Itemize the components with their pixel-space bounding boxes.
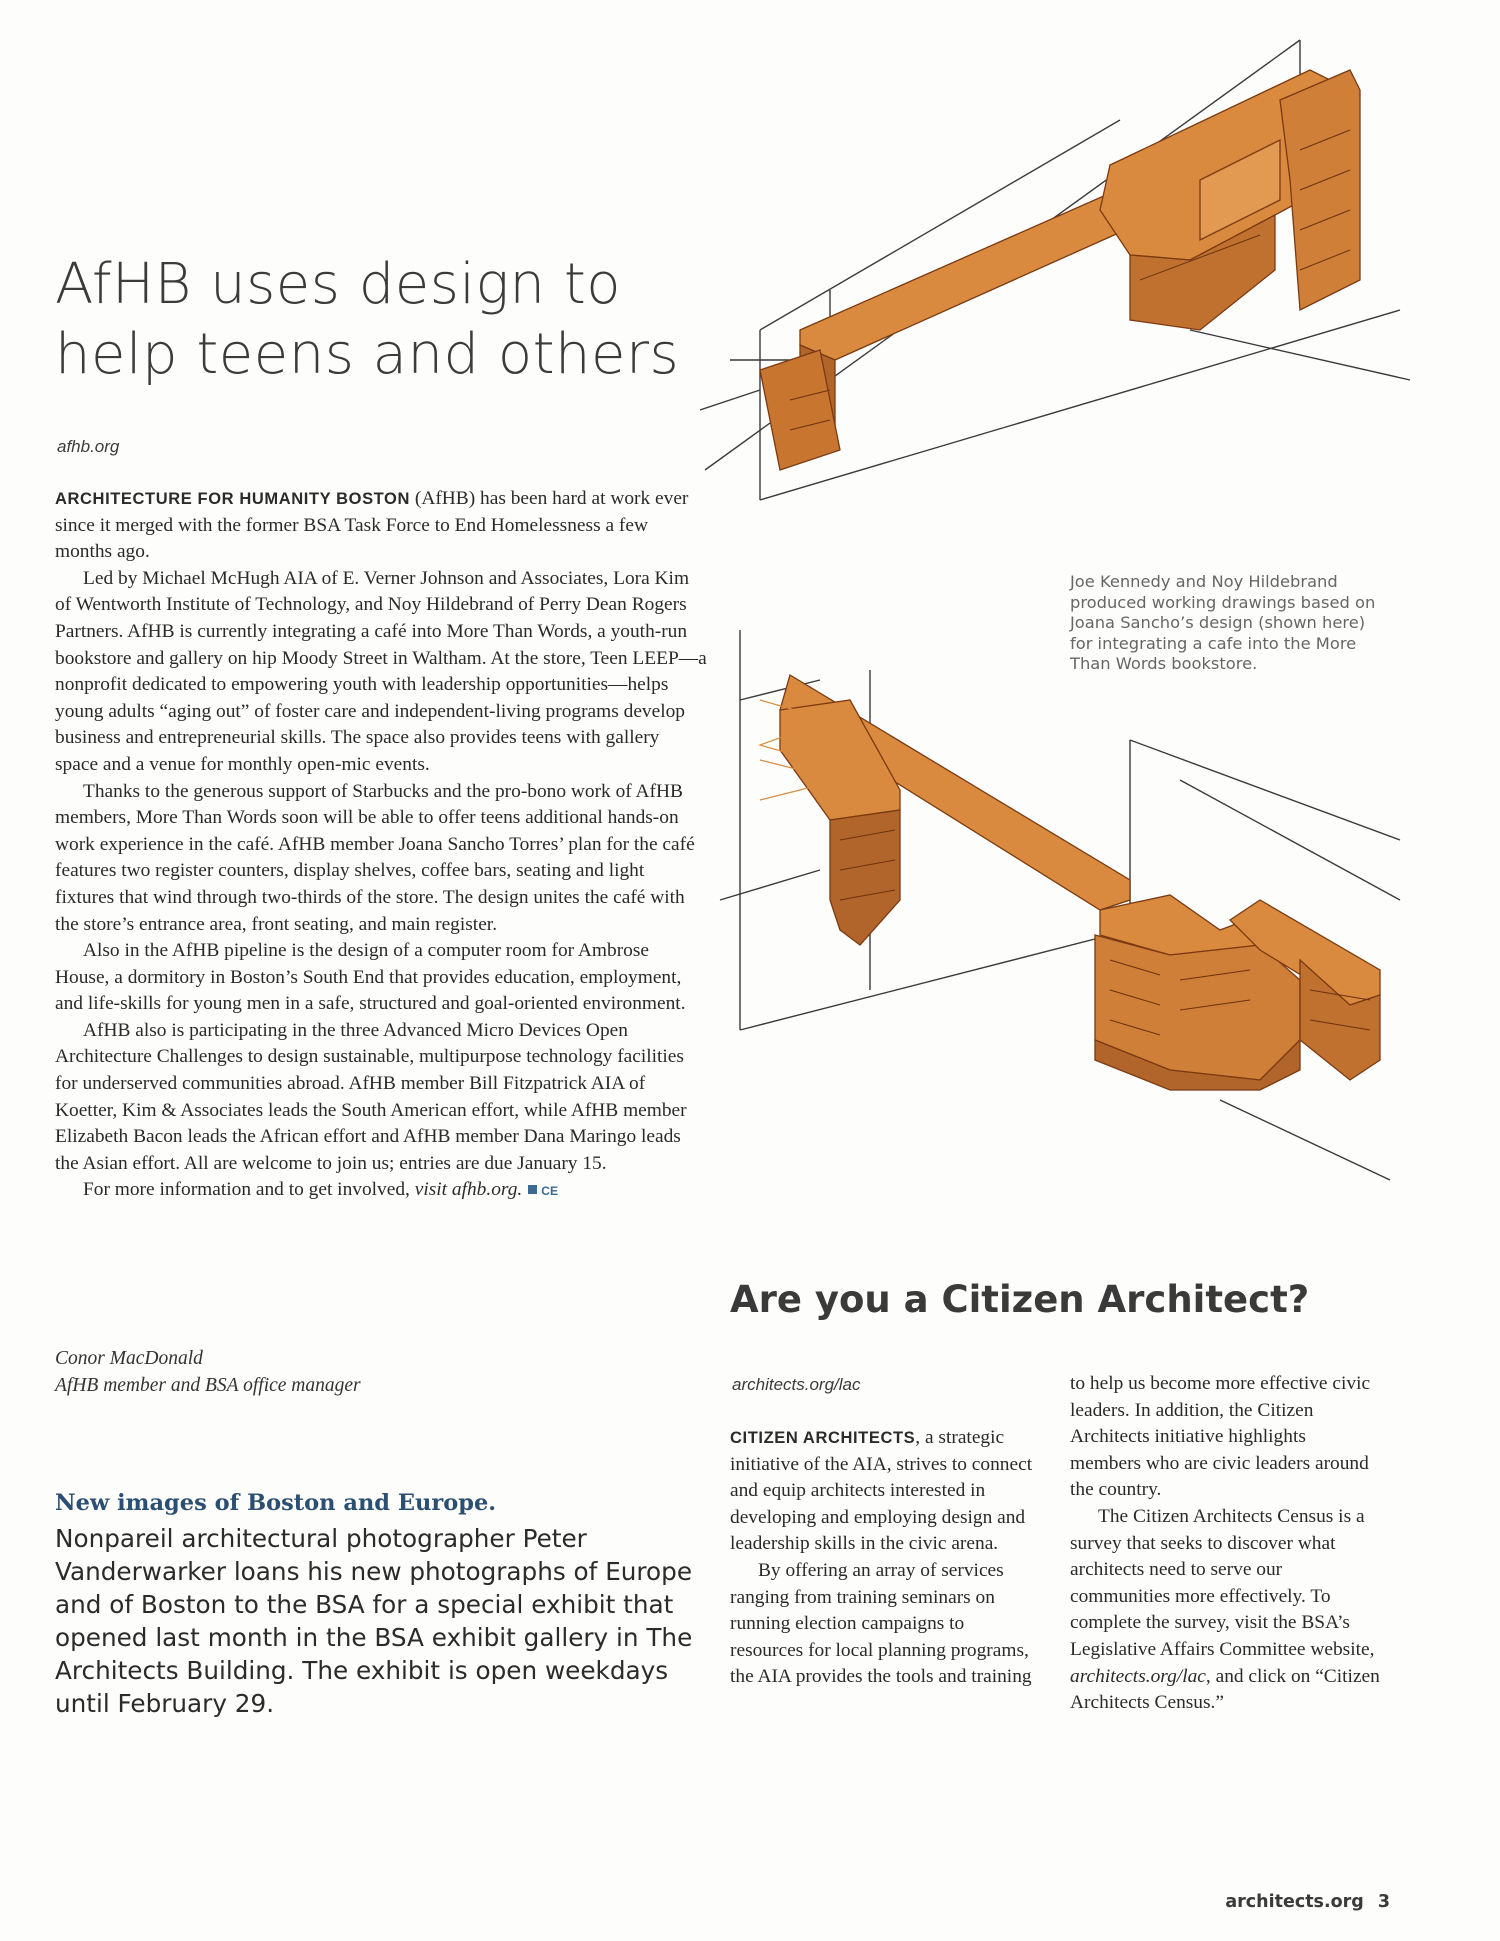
end-mark-icon [528,1185,537,1194]
afhb-link[interactable]: visit afhb.org. [414,1179,523,1201]
byline-role: AfHB member and BSA office manager [55,1375,361,1396]
citizen-lead-caps: CITIZEN ARCHITECTS [730,1429,916,1447]
cafe-sketch-lower [700,600,1420,1280]
lead-paragraph [55,486,707,566]
page-number: 3 [1377,1892,1390,1912]
citizen-lead [730,1425,1038,1558]
news-brief-heading: New images of Boston and Europe. [55,1490,497,1516]
author-initials: CE [541,1184,558,1199]
citizen-paragraph-3 [1070,1504,1380,1717]
lead-caps: ARCHITECTURE FOR HUMANITY BOSTON [55,490,411,508]
page-footer [1225,1892,1390,1912]
illustration-caption: Joe Kennedy and Noy Hildebrand produced working drawings based on Joana Sancho’s design (shown here) for integrating a cafe into the More Than Words bookstore. [1070,572,1376,673]
paragraph-5: AfHB also is participating in the three Advanced Micro Devices Open Architecture Challenges to design sustainable, multipurpose technology facilities for underserved communities abroad. AfHB member Bill Fitzpatrick AIA of Koetter, Kim & Associates leads the South American effort, while AfHB member Elizabeth Bacon leads the African effort and AfHB member Dana Maringo leads the Asian effort. All are welcome to join us; entries are due January 15. [55,1019,687,1174]
upper-shelf-unit [1280,70,1360,310]
news-brief-body: Nonpareil architectural photographer Peter Vanderwarker loans his new photographs of Europe and of Boston to the BSA for a special exhibit that opened last month in the BSA exhibit gallery in The Architects Building. The exhibit is open weekdays until February 29. [55,1524,693,1718]
citizen-paragraph-2: By offering an array of services ranging from training seminars on running election campaigns to resources for local planning programs, the AIA provides the tools and training [730,1559,1032,1688]
lower-left-base [830,810,900,945]
info-text: For more information and to get involved, [83,1179,415,1201]
afhb-url[interactable]: afhb.org [57,437,120,456]
census-text: The Citizen Architects Census is a survey that seeks to discover what architects need to serve our communities more effectively. To complete the survey, visit the BSA’s Legislative Affairs Committee website, [1070,1505,1375,1660]
citizen-paragraph-2-continued: to help us become more effective civic leaders. In addition, the Citizen Architects initiative highlights members who are civic leaders around the country. [1070,1373,1371,1501]
byline [55,1345,555,1399]
paragraph-6 [55,1177,707,1205]
citizen-lead-rest: , a strategic initiative of the AIA, strives to connect and equip architects interested in developing and employing design and leadership skills in the civic arena. [730,1427,1033,1555]
citizen-url[interactable]: architects.org/lac [732,1375,861,1394]
title-line-2: help teens and others [55,322,680,387]
byline-name: Conor MacDonald [55,1348,203,1369]
paragraph-3: Thanks to the generous support of Starbucks and the pro-bono work of AfHB members, More Than Words soon will be able to offer teens additional hands-on work experience in the café. AfHB member Joana Sancho Torres’ plan for the café features two register counters, display shelves, coffee bars, seating and light fixtures that wind through two-thirds of the store. The design unites the café with the store’s entrance area, front seating, and main register. [55,780,695,935]
paragraph-2: Led by Michael McHugh AIA of E. Verner Johnson and Associates, Lora Kim of Wentworth Institute of Technology, and Noy Hildebrand of Perry Dean Rogers Partners. AfHB is currently integrating a café into More Than Words, a youth-run bookstore and gallery on hip Moody Street in Waltham. At the store, Teen LEEP—a nonprofit dedicated to empowering youth with leadership opportunities—helps young adults “aging out” of foster care and independent-living programs develop business and entrepreneurial skills. The space also provides teens with gallery space and a venue for monthly open-mic events. [55,567,707,775]
title-line-1: AfHB uses design to [55,252,622,317]
article-body [55,486,707,1205]
paragraph-4: Also in the AfHB pipeline is the design of a computer room for Ambrose House, a dormitory in Boston’s South End that provides education, employment, and life-skills for young men in a safe, structured and goal-oriented environment. [55,940,686,1015]
lead-rest: (AfHB) has been hard at work ever since it merged with the former BSA Task Force to End Homelessness a few months ago. [55,488,689,563]
citizen-column-2 [1070,1371,1380,1717]
citizen-column-1 [730,1425,1038,1691]
footer-site[interactable]: architects.org [1225,1892,1364,1912]
lower-left-counter [780,700,900,820]
citizen-title: Are you a Citizen Architect? [730,1278,1310,1321]
article-title [55,250,745,390]
lac-link[interactable]: architects.org/lac [1070,1665,1206,1687]
census-end: , and click on “Citizen Architects Census.” [1070,1665,1380,1714]
cafe-sketch-upper [700,30,1420,550]
